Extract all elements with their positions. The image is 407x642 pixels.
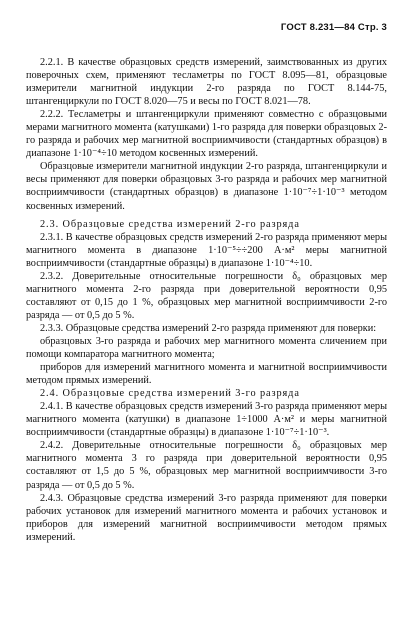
page-header	[281, 22, 387, 33]
paragraph-2-2-1: 2.2.1. В качестве образцовых средств измерений, заимствованных из других поверочных схем, применяют тесламетры по ГОСТ 8.095—81, образцовые измерители магнитной индукции 2-го разряда по ГОСТ 8.144-75, штангенциркули по ГОСТ 8.020—75 и весы по ГОСТ 8.021—78.	[26, 57, 387, 108]
section-heading-2-4: 2.4. Образцовые средства измерений 3-го разряда	[40, 388, 300, 400]
standard-number: ГОСТ 8.231—84	[280, 22, 356, 33]
list-item-comparator: образцовых 3-го разряда и рабочих мер магнитного момента сличением при помощи компаратора магнитного момента;	[26, 335, 387, 361]
paragraph-2-4-1: 2.4.1. В качестве образцовых средств измерений 3-го разряда применяют меры магнитного момента (катушки) в диапазоне 1÷1000 А·м² и меры магнитной восприимчивости (стандартные образцы) в диапазоне 1·10⁻⁷÷1·10⁻³.	[26, 401, 387, 439]
paragraph-2-2-2: 2.2.2. Тесламетры и штангенциркули применяют совместно с образцовыми мерами магнитного момента (катушками) 1-го разряда для поверки образцовых 2-го разряда и рабочих мер магнитной восприимчивости (стандартных образцов) в диапазоне 1·10⁻⁴÷10 методом косвенных измерений.	[26, 109, 388, 160]
paragraph-2-2-2-continued: Образцовые измерители магнитной индукции 2-го разряда, штангенциркули и весы применяют для поверки образцовых 3-го разряда и рабочих мер магнитной восприимчивости (стандартных образцов) в диапазоне 1·10⁻⁷÷1·10⁻³ методом косвенных измерений.	[26, 161, 387, 212]
paragraph-2-3-3: 2.3.3. Образцовые средства измерений 2-го разряда применяют для поверки:	[40, 322, 377, 334]
list-item-instruments: приборов для измерений магнитного момента и магнитной восприимчивости методом прямых измерений.	[26, 362, 387, 387]
page-number: Стр. 3	[357, 22, 387, 33]
paragraph-2-3-1: 2.3.1. В качестве образцовых средств измерений 2-го разряда применяют меры магнитного момента в диапазоне 1·10⁻⁵÷÷200 А·м² меры магнитной восприимчивости (стандартные образцы) в диапазоне 1·10⁻⁴÷10.	[26, 231, 387, 269]
section-heading-2-3: 2.3. Образцовые средства измерений 2-го разряда	[40, 218, 300, 230]
paragraph-2-4-3: 2.4.3. Образцовые средства измерений 3-го разряда применяют для поверки рабочих установок для измерений магнитного момента и рабочих установок и приборов для измерений магнитной восприимчивости методом прямых измерений.	[26, 492, 387, 543]
paragraph-2-4-2: 2.4.2. Доверительные относительные погрешности δ₀ образцовых мер магнитного момента 3 го разряда при доверительной вероятности 0,95 составляют от 1,5 до 5 %, образцовых мер магнитной восприимчивости 3-го разряда — от 0,5 до 5 %.	[26, 440, 387, 491]
paragraph-2-3-2: 2.3.2. Доверительные относительные погрешности δ₀ образцовых мер магнитного момента 2-го разряда при доверительной вероятности 0,95 составляют от 0,15 до 1 %, образцовых мер магнитной восприимчивости 2-го разряда — от 0,5 до 5 %.	[26, 270, 387, 321]
document-body	[26, 56, 387, 544]
